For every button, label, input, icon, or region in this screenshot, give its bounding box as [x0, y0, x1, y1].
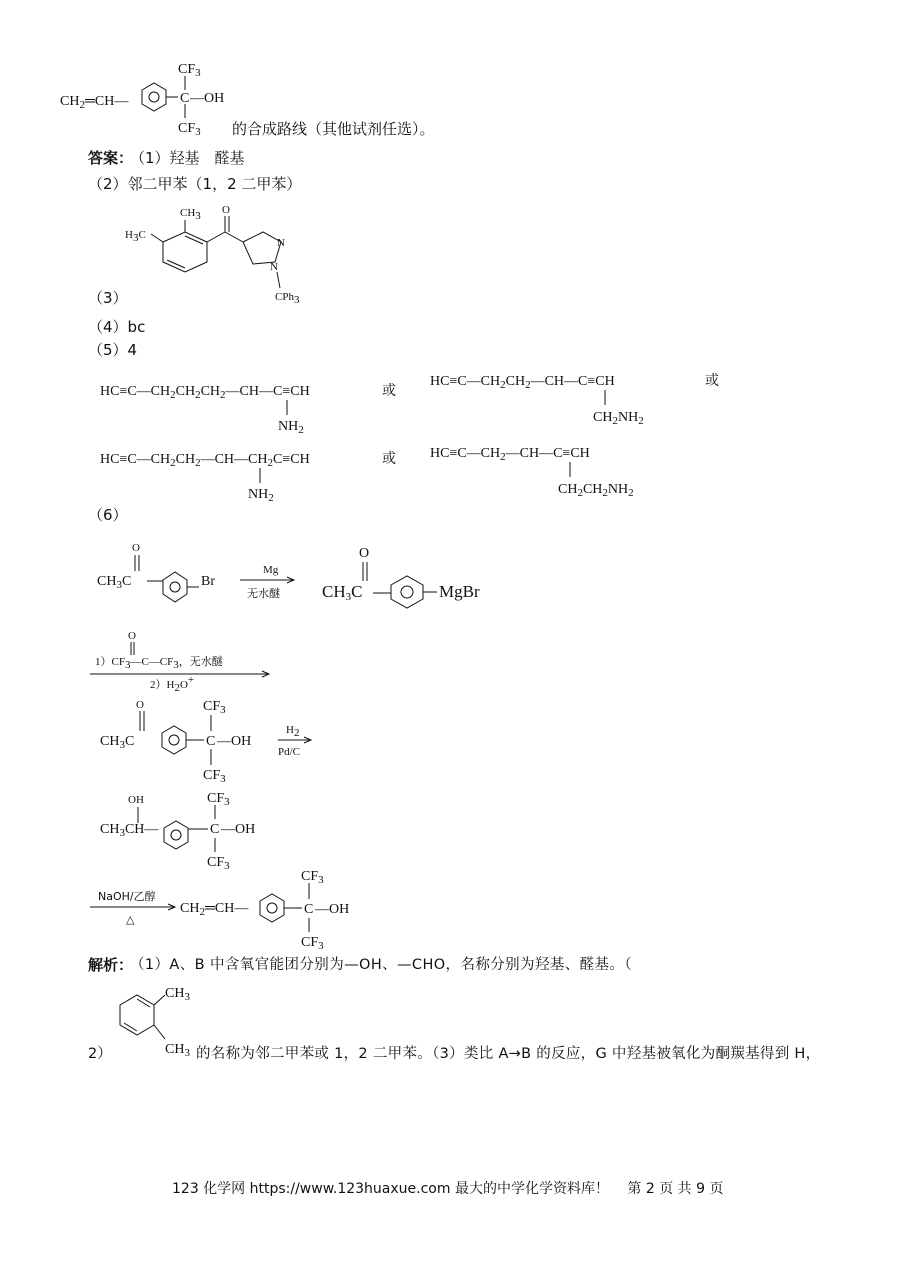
analysis-p2-prefix: 2） [88, 1046, 112, 1062]
svg-text:NH2: $NH_2$ [248, 487, 274, 504]
svg-text:CH3: CH3 [180, 207, 201, 222]
svg-text:—OH: —OH [190, 91, 225, 106]
svg-text:—OH: —OH [221, 822, 256, 837]
svg-text:△: △ [126, 914, 135, 926]
svg-text:C: C [206, 734, 216, 749]
svg-text:—OH: —OH [217, 734, 252, 749]
isomer-3-structure [100, 443, 410, 508]
benzene-ring [163, 232, 207, 272]
route-requirement-text: 的合成路线（其他试剂任选）。 [232, 120, 435, 138]
svg-text:CF3: $CF_3$ [207, 791, 230, 808]
svg-text:N: N [277, 237, 285, 249]
benzene-ring [142, 83, 166, 111]
answer-q5: （5）4 [88, 341, 138, 359]
answer-label: 答案： [88, 149, 134, 167]
route-step-elimination [90, 865, 380, 950]
svg-text:O: O [359, 546, 370, 561]
svg-text:HC≡C—CH2—CH—C≡CH: $HC\equiv C—CH_2—CH—C\equiv CH$ [430, 446, 590, 463]
svg-text:—OH: —OH [315, 902, 350, 917]
svg-text:CF3: $CF_3$ [301, 869, 324, 886]
svg-text:Mg: Mg [263, 564, 279, 576]
svg-text:Br: Br [201, 574, 215, 589]
benzene-ring [391, 576, 423, 608]
benzene-ring [260, 894, 284, 922]
analysis-label: 解析： [88, 956, 134, 974]
svg-text:CF3: $CF_3$ [203, 699, 226, 716]
svg-text:或: 或 [705, 373, 719, 389]
benzene-ring [120, 995, 154, 1035]
svg-text:CH3C: $CH_3C$ [97, 574, 132, 591]
svg-text:CH3C: CH3C [322, 582, 363, 603]
svg-text:HC≡C—CH2CH2—CH—CH2C≡CH: $HC\equiv C—CH_2CH_2—CH—CH_2C\equiv CH$ [100, 452, 310, 469]
benzene-ring [162, 726, 186, 754]
svg-text:CF3: $CF_3$ [301, 935, 324, 952]
imidazole-ring [243, 232, 281, 264]
svg-text:或: 或 [382, 451, 396, 467]
svg-text:CF3: $CF_3$ [207, 855, 230, 872]
svg-text:1）CF3—C—CF3，无水醚: 1）CF3—C—CF3，无水醚 [95, 655, 223, 671]
answer-q4: （4）bc [88, 318, 146, 336]
svg-text:CH2═CH—: $CH_2═CH—$ [180, 901, 249, 918]
svg-text:C: C [304, 902, 314, 917]
analysis-p1: （1）A、B 中含氧官能团分别为—OH、—CHO，名称分别为羟基、醛基。（ [130, 957, 633, 973]
vinyl-label: $CH_2═CH—$ [60, 94, 129, 111]
benzene-ring [164, 821, 188, 849]
route-step-ketone-addition [90, 625, 280, 694]
svg-text:CPh3: CPh3 [275, 291, 300, 306]
svg-text:HC≡C—CH2CH2—CH—C≡CH: $HC\equiv C—CH_2CH_2—CH—C\equiv CH$ [430, 374, 615, 391]
svg-text:N: N [270, 261, 278, 273]
svg-text:O: O [222, 204, 230, 216]
svg-text:NH2: $NH_2$ [278, 419, 304, 436]
svg-text:CF3: $CF_3$ [178, 121, 201, 138]
svg-text:MgBr: MgBr [439, 582, 480, 601]
svg-text:H2: H2 [286, 724, 300, 739]
q3-imidazole-ketone-structure [125, 200, 325, 310]
svg-text:2）H2O+: 2）H2O+ [150, 674, 195, 694]
svg-text:C: C [180, 91, 190, 106]
answer-q2: （2）邻二甲苯（1，2 二甲苯） [88, 175, 302, 193]
route-step-grignard [97, 535, 517, 615]
svg-text:O: O [128, 630, 136, 642]
isomer-4-structure [430, 437, 740, 502]
svg-text:CH3: $CH_3$ [165, 986, 190, 1003]
svg-text:CH2CH2NH2: $CH_2CH_2NH_2$ [558, 482, 634, 499]
answer-q6: （6） [88, 506, 128, 524]
answer-q1: （1）羟基 醛基 [130, 149, 245, 167]
isomer-2-structure [430, 365, 740, 430]
svg-text:NaOH/乙醇: NaOH/乙醇 [98, 890, 156, 903]
svg-text:CF3: $CF_3$ [178, 62, 201, 79]
svg-text:CF3: $CF_3$ [203, 768, 226, 785]
target-molecule-structure [60, 58, 240, 138]
svg-text:CH3C: $CH_3C$ [100, 734, 135, 751]
answer-q3: （3） [88, 289, 128, 307]
o-xylene-structure [115, 983, 195, 1058]
svg-text:OH: OH [128, 794, 144, 806]
svg-text:H3C: H3C [125, 229, 146, 244]
svg-text:HC≡C—CH2CH2CH2—CH—C≡CH: $HC\equiv C—CH_2CH_2CH_2—CH—C\equiv CH$ [100, 384, 310, 401]
svg-text:O: O [132, 542, 140, 554]
svg-text:Pd/C: Pd/C [278, 746, 301, 758]
svg-text:无水醚: 无水醚 [247, 587, 280, 600]
analysis-p2: 的名称为邻二甲苯或 1，2 二甲苯。（3）类比 A→B 的反应，G 中羟基被氧化为酮羰基得到 H， [196, 1046, 821, 1062]
svg-text:CH3CH—: $CH_3CH—$ [100, 822, 159, 839]
isomer-1-structure [100, 375, 410, 440]
svg-text:或: 或 [382, 383, 396, 399]
svg-text:C: C [210, 822, 220, 837]
benzene-ring [163, 572, 187, 602]
route-step-hydrogenation [100, 695, 360, 785]
svg-text:CH3: $CH_3$ [165, 1042, 190, 1059]
svg-text:CH2NH2: $CH_2NH_2$ [593, 410, 644, 427]
page-footer: 123 化学网 https://www.123huaxue.com 最大的中学化学资料库！ 第 2 页 共 9 页 [172, 1181, 724, 1197]
svg-text:O: O [136, 699, 144, 711]
